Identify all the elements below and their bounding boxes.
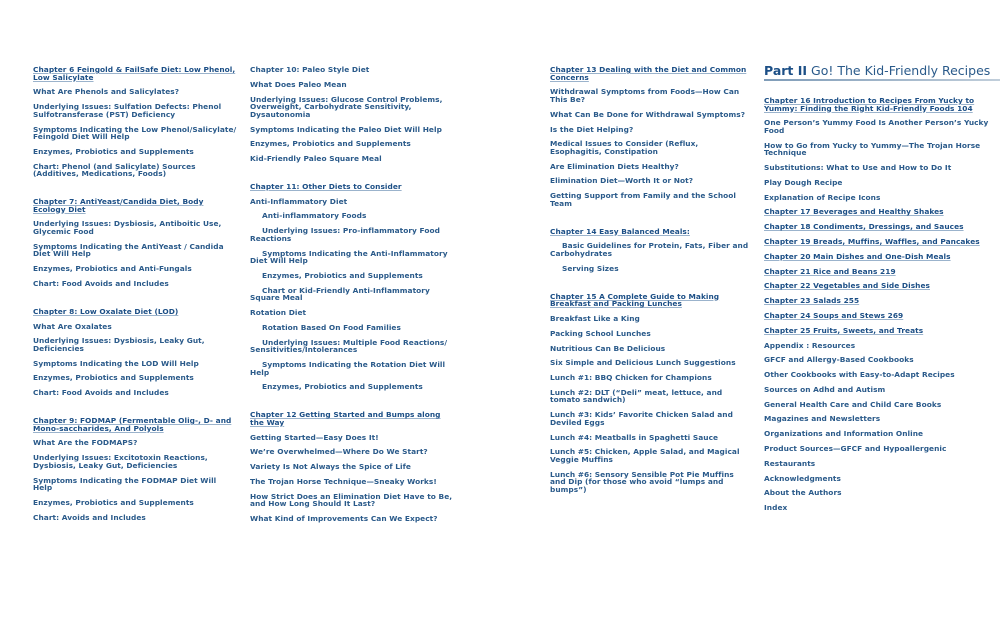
toc-chapter-link[interactable]: Chapter 15 A Complete Guide to Making Breakfast and Packing Lunches [550, 291, 720, 309]
toc-entry-link[interactable]: One Person’s Yummy Food Is Another Person’s Yucky Food [764, 118, 989, 135]
toc-entry-link[interactable]: Enzymes, Probiotics and Supplements [33, 373, 194, 383]
section-gap [250, 170, 455, 183]
toc-entry-link[interactable]: Nutritious Can Be Delicious [550, 343, 666, 353]
toc-entry-link[interactable]: Underlying Issues: Excitotoxin Reactions, Dysbiosis, Leaky Gut, Deficiencies [33, 453, 208, 470]
toc-chapter-link[interactable]: Chapter 24 Soups and Stews 269 [764, 310, 904, 320]
toc-entry-link[interactable]: Anti-inflammatory Foods [262, 211, 367, 221]
toc-entry-link[interactable]: What Kind of Improvements Can We Expect? [250, 514, 438, 524]
toc-entry-link[interactable]: Symptoms Indicating the LOD Will Help [33, 358, 199, 368]
toc-entry-link[interactable]: Symptoms Indicating the Anti-Inflammatory Diet Will Help [250, 248, 448, 266]
toc-entry-link[interactable]: Are Elimination Diets Healthy? [550, 161, 679, 171]
toc-entry-link[interactable]: Withdrawal Symptoms from Foods—How Can This Be? [550, 87, 740, 104]
toc-entry-link[interactable]: Basic Guidelines for Protein, Fats, Fiber and Carbohydrates [550, 241, 749, 258]
toc-entry-link[interactable]: Appendix : Resources [764, 340, 856, 350]
toc-entry-link[interactable]: Other Cookbooks with Easy-to-Adapt Recipes [764, 370, 955, 380]
toc-chapter-link[interactable]: Chapter 23 Salads 255 [764, 296, 860, 306]
toc-entry-link[interactable]: Underlying Issues: Dysbiosis, Antiboitic Use, Glycemic Food [33, 219, 222, 237]
part-label: Part II [764, 63, 808, 78]
toc-entry-link[interactable]: Lunch #4: Meatballs in Spaghetti Sauce [550, 432, 719, 442]
toc-entry-link[interactable]: What Are the FODMAPS? [33, 438, 138, 448]
toc-entry-link[interactable]: Explanation of Recipe Icons [764, 192, 881, 202]
toc-chapter-link[interactable]: Chapter 14 Easy Balanced Meals: [550, 226, 690, 236]
toc-chapter-link[interactable]: Chapter 22 Vegetables and Side Dishes [764, 281, 930, 291]
toc-chapter-link[interactable]: Chapter 6 Feingold & FailSafe Diet: Low Phenol, Low Salicylate [33, 65, 236, 82]
toc-entry-link[interactable]: Enzymes, Probiotics and Supplements [262, 270, 423, 280]
toc-entry-link[interactable]: Lunch #5: Chicken, Apple Salad, and Magical Veggie Muffins [550, 447, 740, 464]
toc-chapter-link[interactable]: Chapter 16 Introduction to Recipes From Yucky to Yummy: Finding the Right Kid-Friendly Foods 104 [764, 96, 975, 113]
toc-entry-link[interactable]: Chart: Phenol (and Salicylate) Sources (Additives, Medications, Foods) [33, 161, 196, 179]
toc-entry-link[interactable]: How Strict Does an Elimination Diet Have to Be, and How Long Should It Last? [250, 491, 453, 509]
section-gap [550, 280, 750, 293]
toc-entry-link[interactable]: We’re Overwhelmed—Where Do We Start? [250, 447, 428, 457]
toc-column-3 [550, 66, 750, 501]
toc-entry-link[interactable]: Rotation Based On Food Families [262, 322, 401, 332]
toc-entry-link[interactable]: Getting Support from Family and the School Team [550, 191, 737, 208]
toc-entry-link[interactable]: Chart or Kid-Friendly Anti-Inflammatory Square Meal [250, 285, 430, 303]
toc-entry-link[interactable]: Sources on Adhd and Autism [764, 384, 886, 394]
toc-entry-link[interactable]: Getting Started—Easy Does It! [250, 432, 379, 442]
toc-entry-link[interactable]: Symptoms Indicating the Low Phenol/Salicylate/ Feingold Diet Will Help [33, 124, 237, 142]
part-header [764, 64, 1000, 80]
toc-entry-link[interactable]: Enzymes, Probiotics and Supplements [33, 146, 194, 156]
toc-entry-link[interactable]: Underlying Issues: Glucose Control Problems, Overweight, Carbohydrate Sensitivity, Dysautonomia [250, 94, 443, 119]
toc-entry-link[interactable]: Organizations and Information Online [764, 429, 924, 439]
toc-entry-link[interactable]: Symptoms Indicating the Paleo Diet Will Help [250, 124, 442, 134]
toc-entry-link[interactable]: Rotation Diet [250, 308, 307, 318]
toc-chapter-link[interactable]: Chapter 7: AntiYeast/Candida Diet, Body Ecology Diet [33, 197, 204, 214]
toc-entry-link[interactable]: How to Go from Yucky to Yummy—The Trojan Horse Technique [764, 140, 981, 158]
toc-column-2 [250, 66, 455, 530]
toc-entry-link[interactable]: Play Dough Recipe [764, 177, 843, 187]
toc-entry-link[interactable]: Chart: Food Avoids and Includes [33, 388, 169, 398]
toc-entry-link[interactable]: Kid-Friendly Paleo Square Meal [250, 154, 382, 164]
toc-entry-link[interactable]: Acknowledgments [764, 473, 841, 483]
toc-entry-link[interactable]: Symptoms Indicating the FODMAP Diet Will Help [33, 475, 217, 493]
toc-entry-link[interactable]: Variety Is Not Always the Spice of Life [250, 462, 411, 472]
toc-chapter-link[interactable]: Chapter 21 Rice and Beans 219 [764, 266, 896, 276]
toc-entry-link[interactable]: Chart: Avoids and Includes [33, 512, 146, 522]
toc-chapter-link[interactable]: Chapter 20 Main Dishes and One-Dish Meals [764, 251, 951, 261]
toc-chapter-link[interactable]: Chapter 11: Other Diets to Consider [250, 181, 402, 191]
toc-chapter-link[interactable]: Chapter 10: Paleo Style Diet [250, 65, 370, 74]
toc-chapter-link[interactable]: Chapter 25 Fruits, Sweets, and Treats [764, 325, 924, 335]
toc-entry-link[interactable]: Elimination Diet—Worth It or Not? [550, 176, 694, 186]
section-gap [550, 215, 750, 228]
toc-entry-link[interactable]: Enzymes, Probiotics and Supplements [33, 497, 194, 507]
toc-entry-link[interactable]: Breakfast Like a King [550, 313, 640, 323]
toc-entry-link[interactable]: Serving Sizes [562, 263, 619, 273]
toc-chapter-link[interactable]: Chapter 8: Low Oxalate Diet (LOD) [33, 306, 179, 316]
toc-entry-link[interactable]: GFCF and Allergy-Based Cookbooks [764, 355, 914, 365]
toc-entry-link[interactable]: Six Simple and Delicious Lunch Suggestions [550, 358, 736, 368]
section-gap [33, 295, 238, 308]
toc-entry-link[interactable]: Packing School Lunches [550, 328, 651, 338]
toc-chapter-link[interactable]: Chapter 13 Dealing with the Diet and Common Concerns [550, 65, 747, 82]
toc-entry-link[interactable]: Underlying Issues: Dysbiosis, Leaky Gut, Deficiencies [33, 336, 205, 353]
toc-entry-link[interactable]: Medical Issues to Consider (Reflux, Esophagitis, Constipation [550, 139, 699, 156]
toc-entry-link[interactable]: Symptoms Indicating the AntiYeast / Candida Diet Will Help [33, 241, 224, 259]
part-header-block [764, 64, 1000, 80]
toc-entry-link[interactable]: The Trojan Horse Technique—Sneaky Works! [250, 476, 437, 486]
toc-entry-link[interactable]: Substitutions: What to Use and How to Do It [764, 163, 952, 173]
toc-entry-link[interactable]: Symptoms Indicating the Rotation Diet Will Help [250, 360, 446, 377]
toc-entry-link[interactable]: About the Authors [764, 488, 842, 498]
toc-entry-link[interactable]: Lunch #3: Kids’ Favorite Chicken Salad and Deviled Eggs [550, 410, 733, 427]
toc-entry-link[interactable]: Underlying Issues: Pro-inflammatory Food Reactions [250, 226, 440, 243]
toc-chapter-link[interactable]: Chapter 17 Beverages and Healthy Shakes [764, 207, 944, 217]
toc-entry-link[interactable]: What Are Oxalates [33, 321, 112, 331]
part-header-rule [764, 79, 1000, 81]
toc-entry-link[interactable]: Is the Diet Helping? [550, 124, 634, 134]
toc-entry-link[interactable]: Lunch #2: DLT (“Deli” meat, lettuce, and tomato sandwich) [550, 387, 723, 405]
toc-column-4 [764, 64, 1000, 519]
toc-entry-link[interactable]: Enzymes, Probiotics and Supplements [250, 139, 411, 149]
toc-entry-link[interactable]: Magazines and Newsletters [764, 414, 881, 424]
toc-entry-link[interactable]: Restaurants [764, 458, 816, 468]
toc-chapter-link[interactable]: Chapter 9: FODMAP (Fermentable Olig-, D- and Mono-saccharides, And Polyols [33, 416, 232, 433]
toc-entry-link[interactable]: Product Sources—GFCF and Hypoallergenic [764, 443, 947, 453]
toc-entry-link[interactable]: Anti-Inflammatory Diet [250, 196, 348, 206]
toc-entry-link[interactable]: What Are Phenols and Salicylates? [33, 87, 180, 97]
toc-entry-link[interactable]: Lunch #1: BBQ Chicken for Champions [550, 373, 712, 383]
toc-entry-link[interactable]: Index [764, 503, 788, 513]
toc-entry-link[interactable]: What Can Be Done for Withdrawal Symptoms? [550, 109, 746, 119]
toc-entry-link[interactable]: Underlying Issues: Multiple Food Reactions/ Sensitivities/Intolerances [250, 337, 448, 355]
part-title: Go! The Kid-Friendly Recipes [807, 63, 991, 78]
toc-entry-link[interactable]: Lunch #6: Sensory Sensible Pot Pie Muffins and Dip (for those who avoid “lumps and bumps”) [550, 469, 734, 494]
toc-entry-link[interactable]: General Health Care and Child Care Books [764, 399, 942, 409]
toc-entry-link[interactable]: Chart: Food Avoids and Includes [33, 278, 169, 288]
toc-entry-link[interactable]: Enzymes, Probiotics and Anti-Fungals [33, 264, 192, 274]
toc-entry-link[interactable]: Underlying Issues: Sulfation Defects: Phenol Sulfotransferase (PST) Deficiency [33, 102, 222, 119]
toc-entry-link[interactable]: What Does Paleo Mean [250, 79, 347, 89]
toc-chapter-link[interactable]: Chapter 12 Getting Started and Bumps along the Way [250, 410, 441, 427]
toc-chapter-link[interactable]: Chapter 18 Condiments, Dressings, and Sauces [764, 222, 964, 232]
toc-column-1 [33, 66, 238, 529]
toc-entry-link[interactable]: Enzymes, Probiotics and Supplements [262, 382, 423, 392]
toc-chapter-link[interactable]: Chapter 19 Breads, Muffins, Waffles, and Pancakes [764, 237, 980, 247]
